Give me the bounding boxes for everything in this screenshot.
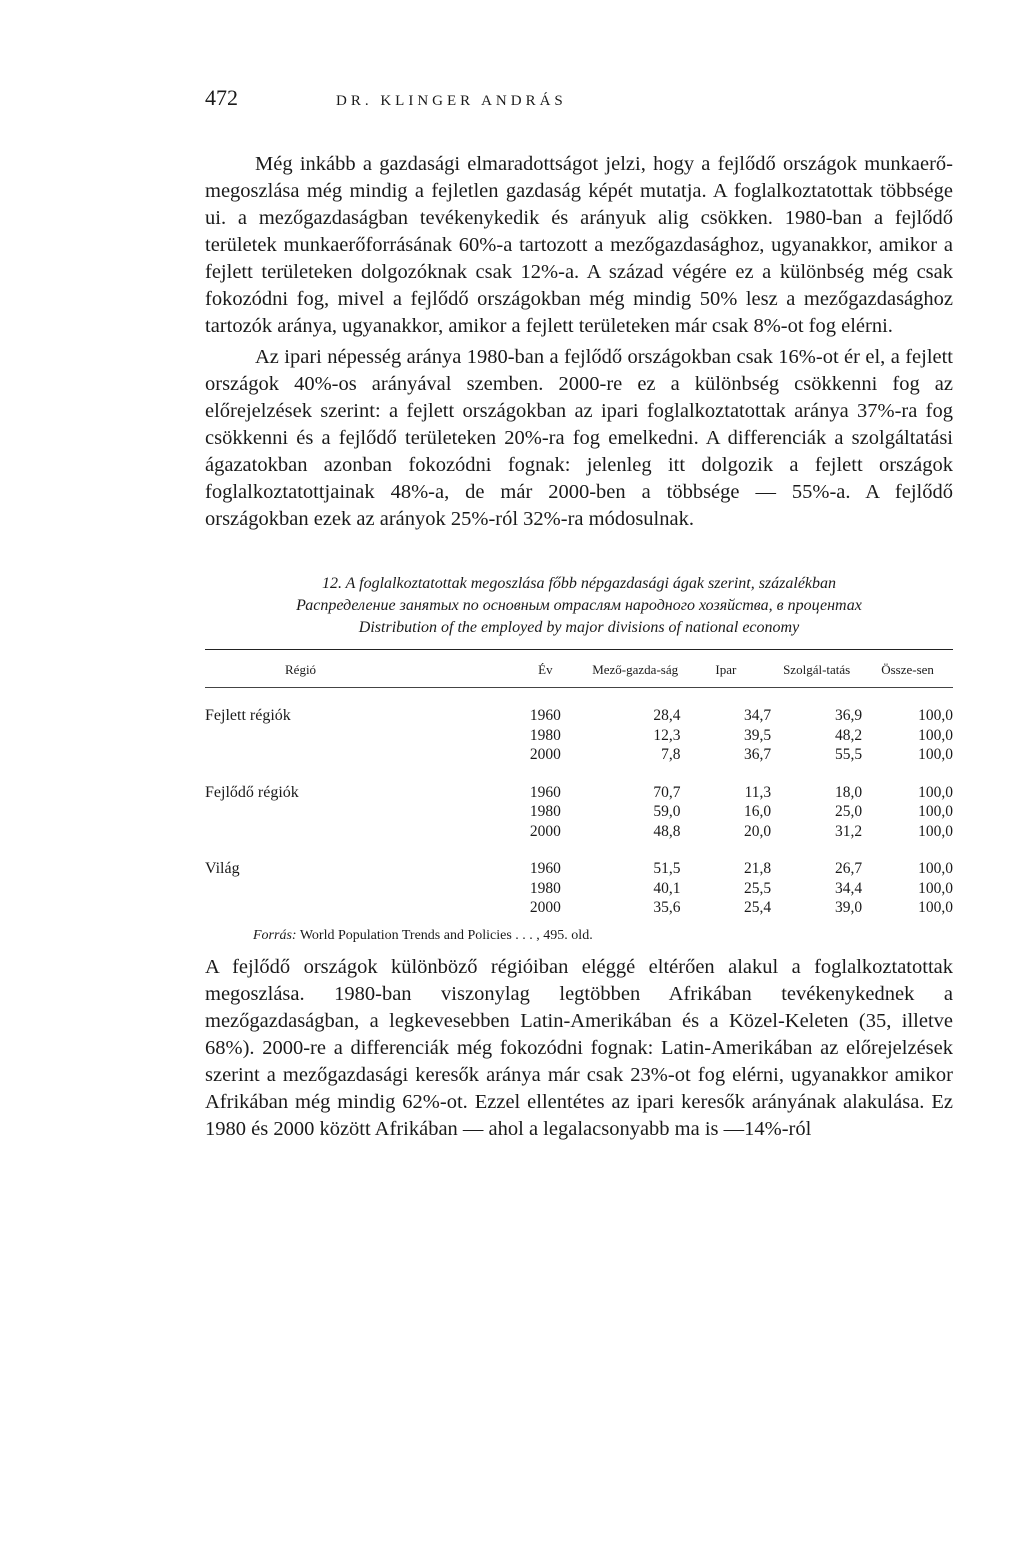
value-cell: 39,0: [835, 899, 863, 916]
region-cell: Fejlődő régiók: [205, 783, 299, 801]
table-caption: [205, 573, 953, 639]
table-row: [205, 879, 953, 899]
table-row: [205, 745, 953, 765]
value-cell: 55,5: [835, 746, 863, 763]
table-row: [205, 898, 953, 918]
table-caption-ru: Распределение занятых по основным отраслям народного хозяйства, в процентах: [296, 597, 862, 614]
value-cell: 48,8: [653, 822, 681, 840]
employment-table: [205, 650, 953, 918]
table-row: [205, 802, 953, 822]
value-cell: 100,0: [918, 899, 953, 916]
region-cell: [205, 822, 501, 842]
table-row: [205, 706, 953, 726]
value-cell: 25,5: [744, 879, 772, 897]
paragraph-1: Még inkább a gazdasági elmaradottságot jelzi, hogy a fejlődő országok munkaerő-megoszlása még mindig a fejletlen gazdaság képét mutatja. A foglalkoztatottak többsége ui. a mezőgazdaságban tevékenykedik és arányuk alig csökken. 1980-ban a fejlődő területek munkaerőforrásának 60%-a tartozott a mezőgazdasághoz, ugyanakkor, amikor a fejlett területeken dolgozóknak csak 12%-a. A század végére ez a különbség még csak fokozódni fog, mivel a fejlődő országokban még mindig 50% lesz a mezőgazdasághoz tartozók aránya, ugyanakkor, amikor a fejlett területeken már csak 8%-ot fog elérni.: [205, 153, 953, 337]
value-cell: 34,7: [744, 707, 772, 724]
page-number: 472: [205, 85, 238, 110]
value-cell: 70,7: [653, 783, 681, 801]
value-cell: 16,0: [744, 803, 772, 820]
page: [205, 85, 953, 1143]
value-cell: 28,4: [653, 707, 681, 724]
value-cell: 100,0: [918, 707, 953, 724]
value-cell: 36,9: [835, 707, 863, 724]
table-header-row: [205, 650, 953, 688]
table-caption-en: Distribution of the employed by major divisions of national economy: [358, 619, 800, 636]
table-row: [205, 859, 953, 879]
value-cell: 21,8: [744, 860, 772, 877]
year-cell: 1980: [529, 803, 561, 820]
value-cell: 12,3: [653, 726, 681, 744]
table-header-cell: Mező-gazda-ság: [592, 662, 679, 677]
value-cell: 20,0: [744, 822, 772, 840]
region-cell: [205, 726, 501, 746]
year-cell: 2000: [529, 746, 561, 763]
value-cell: 25,4: [744, 899, 772, 916]
region-cell: [205, 898, 501, 918]
table-header-cell: Régió: [285, 662, 317, 677]
value-cell: 35,6: [653, 899, 681, 916]
value-cell: 26,7: [835, 860, 863, 877]
region-cell: [205, 802, 501, 822]
table-row: [205, 783, 953, 803]
source-label: Forrás:: [253, 927, 297, 943]
value-cell: 100,0: [918, 726, 953, 744]
source-text: World Population Trends and Policies . . . , 495. old.: [299, 927, 593, 943]
running-head: DR. KLINGER ANDRÁS: [336, 93, 567, 109]
value-cell: 25,0: [835, 803, 863, 820]
value-cell: 100,0: [918, 803, 953, 820]
year-cell: 1960: [529, 860, 561, 877]
table-spacer-row: [205, 688, 953, 707]
year-cell: 1960: [529, 783, 561, 801]
region-cell: Fejlett régiók: [205, 707, 291, 724]
value-cell: 7,8: [661, 746, 681, 763]
value-cell: 31,2: [835, 822, 863, 840]
paragraph-2: Az ipari népesség aránya 1980-ban a fejlődő országokban csak 16%-ot ér el, a fejlett országok 40%-os arányával szemben. 2000-re ez a különbség csökkenni fog az előrejelzések szerint: a fejlett országokban az ipari foglalkoztatottak aránya 37%-ra fog csökkenni és a fejlődő területeken 20%-ra fog emelkedni. A differenciák a szolgáltatási ágazatokban azonban fokozódni fognak: jelenleg itt dolgozik a fejlett országok foglalkoztatottjainak 48%-a, de már 2000-ben a többsége — 55%-a. A fejlődő országokban ezek az arányok 25%-ról 32%-ra módosulnak.: [205, 346, 953, 530]
value-cell: 100,0: [918, 746, 953, 763]
value-cell: 39,5: [744, 726, 772, 744]
value-cell: 59,0: [653, 803, 681, 820]
value-cell: 36,7: [744, 746, 772, 763]
value-cell: 100,0: [918, 879, 953, 897]
table-header-cell: Ipar: [715, 662, 737, 677]
table-header-cell: Össze-sen: [881, 662, 934, 677]
table-row: [205, 726, 953, 746]
year-cell: 1980: [529, 726, 561, 744]
value-cell: 51,5: [653, 860, 681, 877]
value-cell: 18,0: [835, 783, 863, 801]
page-header: [205, 85, 953, 125]
year-cell: 1980: [529, 879, 561, 897]
caption-hu-text: A foglalkoztatottak megoszlása főbb népgazdasági ágak szerint, százalékban: [345, 575, 837, 592]
year-cell: 2000: [529, 899, 561, 916]
table-number: 12.: [321, 575, 342, 592]
year-cell: 2000: [529, 822, 561, 840]
table-source: [253, 928, 953, 944]
table-header-cell: Év: [538, 662, 553, 677]
value-cell: 34,4: [835, 879, 863, 897]
year-cell: 1960: [529, 707, 561, 724]
value-cell: 40,1: [653, 879, 681, 897]
value-cell: 100,0: [918, 822, 953, 840]
value-cell: 11,3: [744, 783, 772, 801]
region-cell: [205, 745, 501, 765]
table-caption-hu: [205, 573, 953, 595]
value-cell: 100,0: [918, 783, 953, 801]
region-cell: [205, 879, 501, 899]
region-cell: Világ: [205, 860, 240, 877]
table-spacer-row: [205, 765, 953, 783]
table-row: [205, 822, 953, 842]
table-header-cell: Szolgál-tatás: [783, 662, 851, 677]
paragraph-3: A fejlődő országok különböző régióiban eléggé eltérően alakul a foglalkoztatottak megoszlása. 1980-ban viszonylag legtöbben Afrikában tevékenykednek a mezőgazdaságban, a legkevesebben Latin-Amerikában és a Közel-Keleten (35, illetve 68%). 2000-re a differenciák még fokozódni fognak: Latin-Amerikában az előrejelzések szerint a mezőgazdasági keresők aránya már csak 23%-ot fog elérni, ugyanakkor amikor Afrikában még mindig 62%-ot. Ezzel ellentétes az ipari keresők arányának alakulása. Ez 1980 és 2000 között Afrikában — ahol a legalacsonyabb ma is —14%-ról: [205, 955, 953, 1140]
value-cell: 100,0: [918, 860, 953, 877]
table-spacer-row: [205, 841, 953, 859]
value-cell: 48,2: [835, 726, 863, 744]
